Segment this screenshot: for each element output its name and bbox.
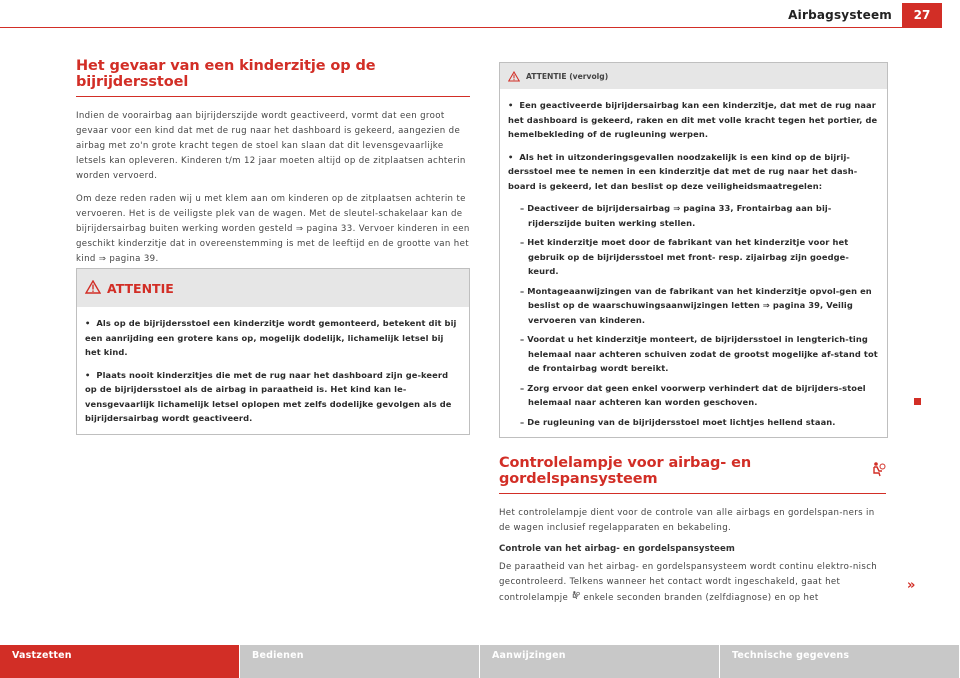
warning-item: • Plaats nooit kinderzitjes die met de rug naar het dashboard zijn ge-keerd op de bijrijdersstoel als de airbag in paraatheid is. Het kind kan le-vensgevaarlijk lichamelijk letsel oplopen met zelfs dodelijke gevolgen als de bijrijdersairbag wordt geactiveerd. xyxy=(85,369,452,423)
paragraph: Indien de voorairbag aan bijrijderszijde wordt geactiveerd, vormt dat een groot gevaar voor een kind dat met de rug naar het dashboard is gekeerd, aangezien de airbag met zo'n grote kracht tegen de stoel kan slaan dat dit levensgevaarlijke letsels kan opleveren. Kinderen t/m 12 jaar moeten altijd op de zitplaatsen achterin worden vervoerd. xyxy=(76,111,466,181)
warning-subitem: – Voordat u het kinderzitje monteert, de bijrijdersstoel in lengterich-ting helemaal naar achteren schuiven zodat de grootst mogelijke af-stand tot de frontairbag wordt bereikt. xyxy=(520,334,878,373)
footer-nav xyxy=(0,645,960,678)
subheading: Controle van het airbag- en gordelspansysteem xyxy=(499,544,735,554)
warning-subitem: – Zorg ervoor dat geen enkel voorwerp verhindert dat de bijrijders-stoel helemaal naar achteren kan worden geschoven. xyxy=(520,382,866,407)
warning-body xyxy=(77,307,469,434)
section-title: Controlelampje voor airbag- en gordelspansysteem xyxy=(499,455,886,494)
warning-subitem: – Het kinderzitje moet door de fabrikant van het kinderzitje voor het gebruik op de bijrijdersstoel met front- resp. zijairbag zijn goedge-keurd. xyxy=(520,237,849,276)
warning-triangle-icon xyxy=(85,279,101,298)
section-warning-lamp xyxy=(499,455,886,606)
paragraph: Om deze reden raden wij u met klem aan om kinderen op de zitplaatsen achterin te vervoeren. Het is de veiligste plek van de wagen. Met de sleutel-schakelaar kan de bijrijdersairbag buiten werking worden gesteld ⇒ pagina 33. Vervoer kinderen in een geschikt kinderzitje dat in overeenstemming is met de leeftijd en de grootte van het kind ⇒ pagina 39. xyxy=(76,194,470,264)
header-rule xyxy=(0,27,924,28)
footer-tab-technische-gegevens[interactable]: Technische gegevens xyxy=(720,645,959,678)
section-title: Het gevaar van een kinderzitje op de bijrijdersstoel xyxy=(76,58,470,97)
warning-title: ATTENTIE (vervolg) xyxy=(526,71,609,81)
warning-box xyxy=(76,268,470,435)
warning-item: • Een geactiveerde bijrijdersairbag kan een kinderzitje, dat met de rug naar het dashboard is gekeerd, raken en dit met volle kracht tegen het portier, de hemelbekleding of de rugleuning werpen. xyxy=(508,100,878,139)
warning-header xyxy=(500,63,887,89)
page-number: 27 xyxy=(902,3,942,28)
paragraph: Het controlelampje dient voor de controle van alle airbags en gordelspan-ners in de wagen inclusief regelapparaten en bekabeling. xyxy=(499,508,875,533)
footer-tab-aanwijzingen[interactable]: Aanwijzingen xyxy=(480,645,719,678)
airbag-lamp-icon xyxy=(571,593,583,603)
warning-subitem: – Deactiveer de bijrijdersairbag ⇒ pagina 33, Frontairbag aan bij-rijderszijde buiten werking stellen. xyxy=(520,203,832,228)
header-title: Airbagsysteem xyxy=(788,8,892,22)
warning-box-continued xyxy=(499,62,888,438)
section-end-marker xyxy=(914,398,921,405)
airbag-warning-icon xyxy=(870,461,886,481)
warning-triangle-icon xyxy=(508,67,520,86)
footer-tab-bedienen[interactable]: Bedienen xyxy=(240,645,479,678)
paragraph: De paraatheid van het airbag- en gordelspansysteem wordt continu elektro-nisch gecontroleerd. Telkens wanneer het contact wordt ingeschakeld, gaat het controlelampje enkele seconden branden (zelfdiagnose) en op het xyxy=(499,562,878,603)
warning-header xyxy=(77,269,469,307)
warning-subitem: – Montageaanwijzingen van de fabrikant van het kinderzitje opvol-gen en beslist op de waarschuwingsaanwijzingen letten ⇒ pagina 39, Veilig vervoeren van kinderen. xyxy=(520,285,872,325)
warning-body xyxy=(500,89,887,437)
continue-arrow-icon: » xyxy=(907,578,916,593)
warning-item: • Als het in uitzonderingsgevallen noodzakelijk is een kind op de bijrij-dersstoel mee te nemen in een kinderzitje dat met de rug naar het dash-board is gekeerd, let dan beslist op deze veiligheidsmaatregelen: xyxy=(508,151,858,191)
section-child-seat-danger xyxy=(76,58,470,267)
warning-title: ATTENTIE xyxy=(107,280,174,296)
footer-tab-vastzetten[interactable]: Vastzetten xyxy=(0,645,239,678)
warning-item: • Als op de bijrijdersstoel een kinderzitje wordt gemonteerd, betekent dit bij een aanrijding een grotere kans op, mogelijk dodelijk, lichamelijk letsel bij het kind. xyxy=(85,318,457,357)
warning-subitem: – De rugleuning van de bijrijdersstoel moet lichtjes hellend staan. xyxy=(520,416,836,427)
